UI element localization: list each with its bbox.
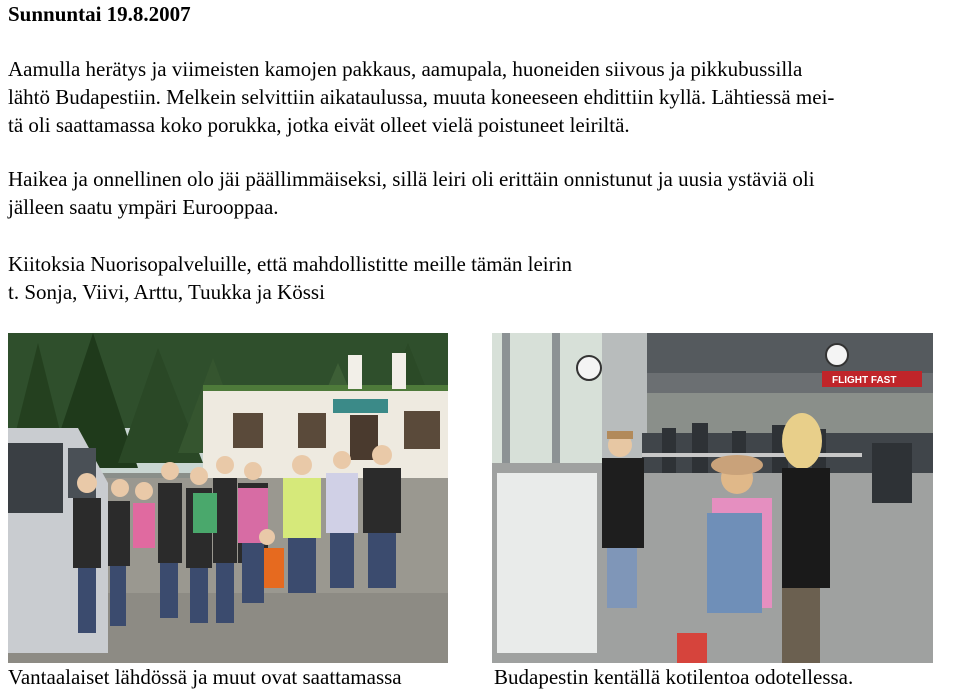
paragraph-line: Haikea ja onnellinen olo jäi päällimmäiseksi, sillä leiri oli erittäin onnistunut ja uusia ystäviä oli [8, 167, 815, 191]
paragraph-line: Aamulla herätys ja viimeisten kamojen pakkaus, aamupala, huoneiden siivous ja pikkubussilla [8, 57, 803, 81]
paragraph-departure [8, 55, 950, 139]
flight-sign-text: FLIGHT FAST [832, 375, 897, 386]
paragraph-line: lähtö Budapestiin. Melkein selvittiin aikataulussa, muuta koneeseen ehdittiin kyllä. Lähtiessä mei- [8, 85, 835, 109]
airport-photo-illustration [492, 333, 933, 663]
photo-caption-right: Budapestin kentällä kotilentoa odotellessa. [494, 665, 854, 689]
paragraph-line: Kiitoksia Nuorisopalveluille, että mahdollistitte meille tämän leirin [8, 252, 572, 276]
group-photo-illustration [8, 333, 448, 663]
date-heading: Sunnuntai 19.8.2007 [8, 2, 191, 26]
paragraph-thanks [8, 250, 950, 306]
paragraph-line: jälleen saatu ympäri Eurooppaa. [8, 195, 279, 219]
clock-icon [577, 356, 601, 380]
clock-icon [826, 344, 848, 366]
group-photo [8, 333, 448, 663]
signature-line: t. Sonja, Viivi, Arttu, Tuukka ja Kössi [8, 280, 325, 304]
photo-caption-left: Vantaalaiset lähdössä ja muut ovat saattamassa [8, 665, 402, 689]
paragraph-line: tä oli saattamassa koko porukka, jotka eivät olleet vielä poistuneet leiriltä. [8, 113, 630, 137]
paragraph-feelings [8, 165, 950, 221]
airport-photo [492, 333, 933, 663]
